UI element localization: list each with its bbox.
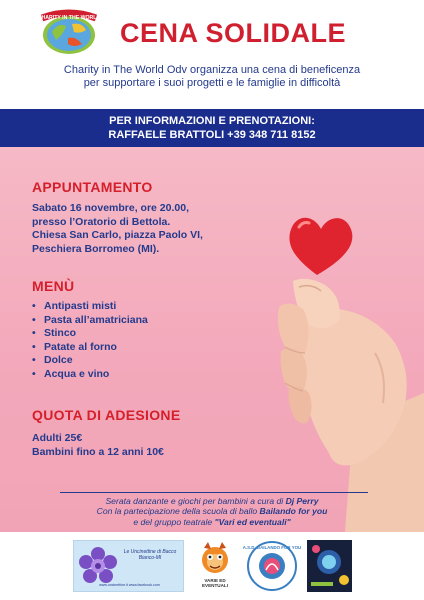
sponsor-bailando [242,540,302,592]
photo-thumbnail-icon [307,540,352,592]
detail-line: Chiesa San Carlo, piazza Paolo VI, [32,229,203,241]
detail-line: Sabato 16 novembre, ore 20.00, [32,202,189,214]
menu-item: • Stinco [32,327,148,341]
contact-heading: PER INFORMAZIONI E PRENOTAZIONI: [109,115,315,127]
note-text: Serata danzante e giochi per bambini a cura di [105,496,286,506]
note-text: e del gruppo teatrale [133,516,215,527]
logo-lettering: CHARITY IN THE WORLD [37,15,101,21]
appuntamento-heading: APPUNTAMENTO [32,179,153,195]
sponsor-photo [307,540,352,592]
flower-logo-icon [77,545,119,587]
intro-line: Charity in The World Odv organizza una cena di beneficenza [63,64,361,76]
menu-item: • Antipasti misti [32,300,148,314]
intro-line: per supportare i suoi progetti e le famiglie in difficoltà [83,77,341,89]
sponsor-name: VARIE ED EVENTUALI [201,578,229,589]
menu-item: • Patate al forno [32,341,148,355]
menu-section [32,300,148,382]
note-line [0,496,424,506]
contact-banner [0,109,424,147]
price-line: Adulti 25€ [32,432,83,444]
menu-item: • Pasta all’amatriciana [32,314,148,328]
menu-item: • Dolce [32,354,148,368]
note-line [0,506,424,516]
sponsor-strip [0,532,424,600]
intro-text [0,64,424,90]
menu-heading: MENÙ [32,278,75,294]
note-line [0,517,424,527]
note-emphasis: Dj Perry [285,496,319,506]
quota-details [32,432,164,459]
detail-line: Peschiera Borromeo (MI). [32,242,160,255]
hand-illustration-icon [255,203,424,532]
sponsor-url: www.uncinettine.it www.facebook.com [99,583,160,587]
globe-logo-icon [38,10,100,56]
charity-logo [38,10,100,56]
price-line: Bambini fino a 12 anni 10€ [32,445,164,458]
quota-heading: QUOTA DI ADESIONE [32,407,181,423]
menu-item: • Acqua e vino [32,368,148,382]
sponsor-varie-eventuali [196,540,234,592]
mascot-logo-icon [196,540,234,576]
sponsor-uncinettine [73,540,184,592]
divider [60,492,368,493]
round-badge-logo-icon [242,540,302,592]
event-notes [0,496,424,527]
heart-icon [289,218,352,275]
sponsor-name: Le Uncinettine di Bacco Bianco-MI [123,549,177,561]
note-text: Con la partecipazione della scuola di ballo [96,506,260,517]
page-title: CENA SOLIDALE [120,18,347,48]
badge-lettering: A.S.D. BAILANDO FOR YOU [242,545,302,550]
appuntamento-details [32,202,203,256]
note-emphasis: Bailando for you [259,506,328,517]
contact-phone[interactable]: RAFFAELE BRATTOLI +39 348 711 8152 [108,129,316,141]
detail-line: presso l’Oratorio di Bettola. [32,215,171,228]
content-panel [0,147,424,532]
menu-list [32,300,148,382]
note-emphasis: "Vari ed eventuali" [214,516,291,527]
